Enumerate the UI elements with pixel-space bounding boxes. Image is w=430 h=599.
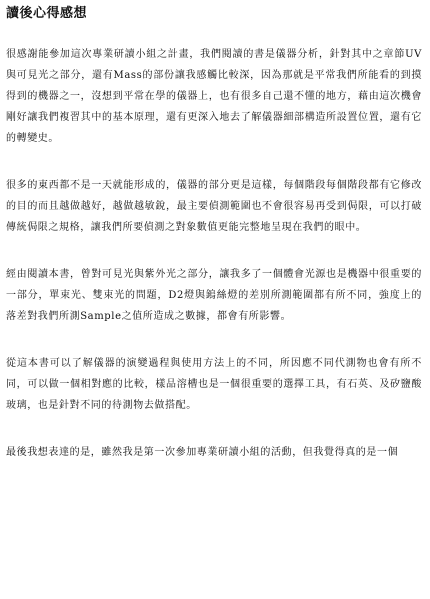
page-title: 讀後心得感想	[6, 6, 88, 21]
paragraph-5: 最後我想表達的是，雖然我是第一次參加專業研讀小組的活動，但我覺得真的是一個	[6, 447, 399, 458]
paragraph-gap	[6, 238, 422, 264]
paragraph-2: 很多的東西都不是一天就能形成的，儀器的部分更是這樣，每個階段每個階段都有它修改的目的而且越做越好，越做越敏銳，最主要偵測範圍也不會很容易再受到侷限，可以打破傳統侷限之規格，讓我們所要偵測之對象數值更能完整地呈現在我們的眼中。	[6, 180, 422, 233]
paragraph-gap	[6, 327, 422, 353]
paragraph-1: 很感謝能參加這次專業研讀小組之計畫，我們閱讀的書是儀器分析，針對其中之章節UV與可見光之部分，還有Mass的部份讓我感觸比較深，因為那就是平常我們所能看的到摸得到的機器之一，沒想到平常在學的儀器上，也有很多自己還不懂的地方，藉由這次機會剛好讓我們複習其中的基本原理，還有更深入地去了解儀器細部構造所設置位置，還有它的轉變史。	[6, 49, 422, 144]
paragraph-3: 經由閱讀本書，曾對可見光與紫外光之部分，讓我多了一個體會光源也是機器中很重要的一部分，單束光、雙束光的問題，D2燈與鎢絲燈的差別所測範圍都有所不同，強度上的落差對我們所測Sample之值所造成之數據，都會有所影響。	[6, 269, 422, 322]
paragraph-4: 從這本書可以了解儀器的演變過程與使用方法上的不同，所因應不同代測物也會有所不同，可以做一個相對應的比較，樣品溶槽也是一個很重要的選擇工具，有石英、及矽鹽酸玻璃，也是針對不同的待測物去做搭配。	[6, 358, 422, 411]
paragraph-gap	[6, 416, 422, 442]
paragraph-gap	[6, 149, 422, 175]
